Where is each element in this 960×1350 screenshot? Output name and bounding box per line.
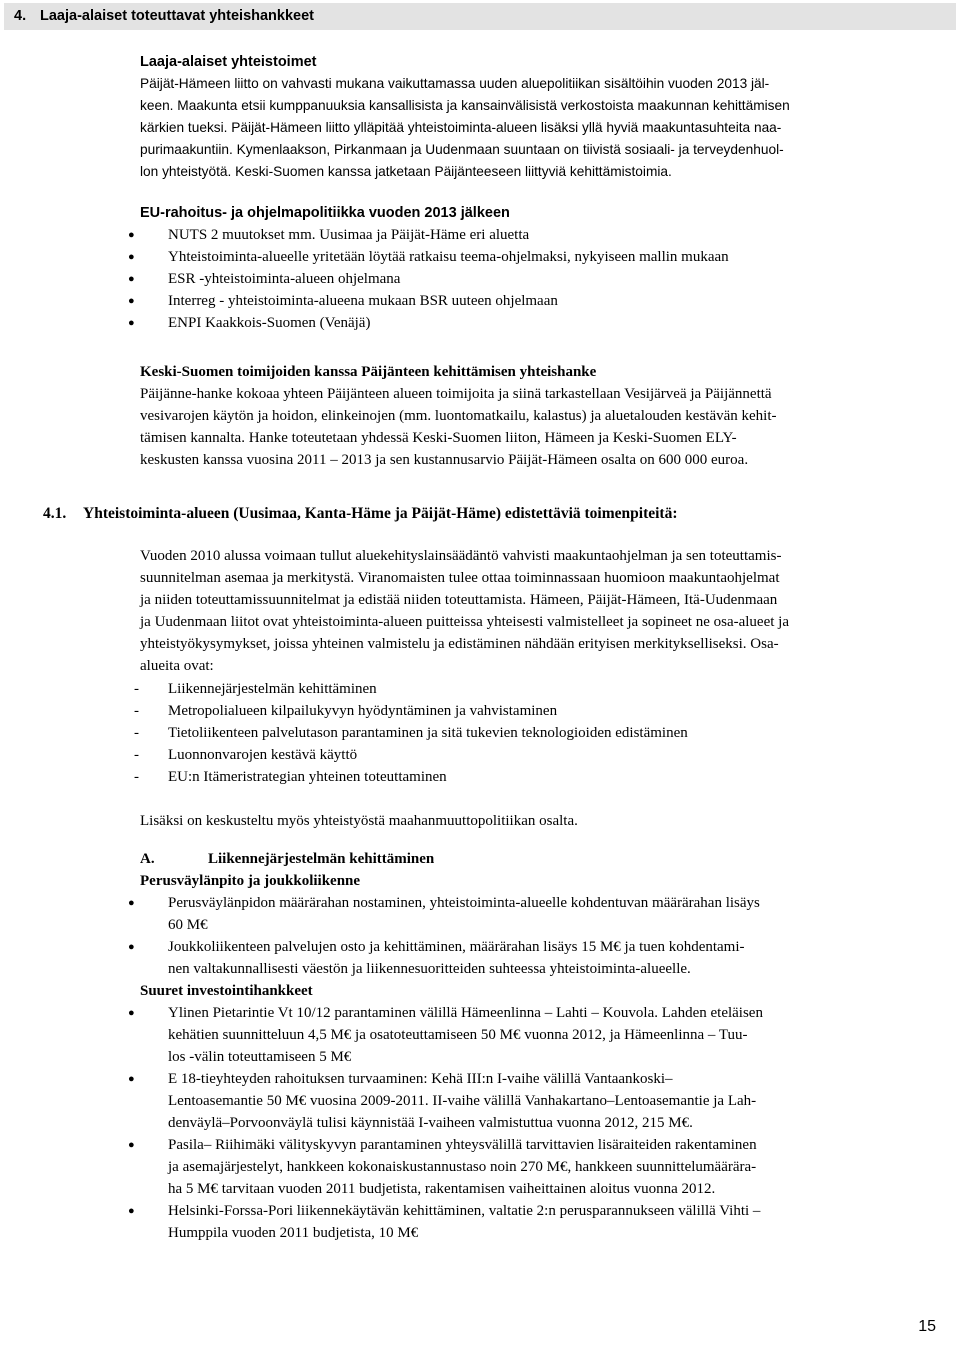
section-heading: Keski-Suomen toimijoiden kanssa Päijänteen kehittämisen yhteishanke [140,364,597,380]
list-item: - Liikennejärjestelmän kehittäminen [100,678,950,700]
list-item [100,1002,950,1068]
list-item: - EU:n Itämeristrategian yhteinen toteuttaminen [100,766,950,788]
paragraph-line: kärkien tueksi. Päijät-Hämeen liitto ylläpitää yhteistoiminta-alueen lisäksi yllä hyviä maakuntasuhteita naa- [140,120,782,135]
list-item [100,892,950,936]
list-item [100,1200,950,1244]
group-heading: Suuret investointihankkeet [140,983,313,999]
bullet-list [100,1002,950,1244]
list-item: ● ENPI Kaakkois-Suomen (Venäjä) [100,312,950,334]
list-item-line: ● Perusväylänpidon määrärahan nostaminen, yhteistoiminta-alueelle kohdentuvan määrärahan lisäys [168,895,760,911]
section-laaja-alaiset [140,51,950,183]
paragraph-line: Päijänne-hanke kokoaa yhteen Päijänteen alueen toimijoita ja siinä tarkastellaan Vesijärveä ja Päijännettä [140,386,772,402]
list-item: - Tietoliikenteen palvelutason parantaminen ja sitä tukevien teknologioiden edistäminen [100,722,950,744]
paragraph-line: ja Uudenmaan liitot ovat yhteistoiminta-alueen puitteissa yhteisesti valmistelleet ja sopineet ne osa-alueet ja [140,614,789,630]
list-item: ● ESR -yhteistoiminta-alueen ohjelmana [100,268,950,290]
list-item [100,936,950,980]
list-item-line: ● Ylinen Pietarintie Vt 10/12 parantaminen välillä Hämeenlinna – Lahti – Kouvola. Lahden eteläisen [168,1005,763,1021]
list-item-line: 60 M€ [168,917,208,933]
bullet-list [100,892,950,980]
subsection-letter: A. [140,851,155,867]
section-4-1-title [43,503,943,525]
bullet-list [100,224,950,334]
paragraph-line: yhteistyökysymykset, joissa yhteinen valmistelu ja edistäminen nähdään erityisen merkitykselliseksi. Osa- [140,636,779,652]
paragraph-line: tämisen kannalta. Hanke toteutetaan yhdessä Keski-Suomen liiton, Hämeen ja Keski-Suomen ELY- [140,430,737,446]
list-item-line: ha 5 M€ tarvitaan vuoden 2011 budjetista, rakentamisen vaiheittainen aloitus vuonna 2012. [168,1181,716,1197]
list-item-line: Lentoasemantie 50 M€ vuosina 2009-2011. II-vaihe välillä Vanhakartano–Lentoasemantie ja Lah- [168,1093,757,1109]
list-item-line: kehätien suunnitteluun 4,5 M€ ja osatoteuttamiseen 50 M€ vuonna 2012, ja Hämeenlinna – Tuu- [168,1027,748,1043]
dash-list [100,678,950,788]
list-item-line: Humppila vuoden 2011 budjetista, 10 M€ [168,1225,419,1241]
paragraph-line: keskusten kanssa vuosina 2011 – 2013 ja sen kustannusarvio Päijät-Hämeen osalta on 600 000 euroa. [140,452,749,468]
list-item-line: ● Joukkoliikenteen palvelujen osto ja kehittäminen, määrärahan lisäys 15 M€ ja tuen kohdentami- [168,939,745,955]
list-item: ● Yhteistoiminta-alueelle yritetään löytää ratkaisu teema-ohjelmaksi, nykyiseen mallin mukaan [100,246,950,268]
list-item: ● NUTS 2 muutokset mm. Uusimaa ja Päijät-Häme eri aluetta [100,224,950,246]
group-heading: Perusväylänpito ja joukkoliikenne [140,873,361,889]
list-item-line: ● E 18-tieyhteyden rahoituksen turvaaminen: Kehä III:n I-vaihe välillä Vantaankoski– [168,1071,673,1087]
list-item: - Metropolialueen kilpailukyvyn hyödyntäminen ja vahvistaminen [100,700,950,722]
subsection-title: Liikennejärjestelmän kehittäminen [208,851,435,867]
paragraph-line: suunnitelman asemaa ja merkitystä. Viranomaisten tulee ottaa toiminnassaan huomioon maakuntaohjelmat [140,570,780,586]
paragraph-line: alueita ovat: [140,658,214,674]
list-item-line: los -välin toteuttamiseen 5 M€ [168,1049,352,1065]
paragraph-line: Päijät-Hämeen liitto on vahvasti mukana vaikuttamassa uuden aluepolitiikan sisältöihin vuoden 2013 jäl- [140,76,770,91]
section-eu-rahoitus [140,202,950,334]
list-item: - Luonnonvarojen kestävä käyttö [100,744,950,766]
list-item-line: ● Helsinki-Forssa-Pori liikennekäytävän kehittäminen, valtatie 2:n perusparannukseen välillä Vihti – [168,1203,761,1219]
list-item-line: ● Pasila– Riihimäki välityskyvyn parantaminen yhteysvälillä tarvittavien lisäraiteiden rakentaminen [168,1137,757,1153]
list-item [100,1134,950,1200]
section-number: 4.1. [43,505,67,522]
subsection-a [140,848,950,1244]
list-item [100,1068,950,1134]
paragraph-line: lon yhteistyötä. Keski-Suomen kanssa jatketaan Päijänteeseen liittyviä kehittämistoimia. [140,164,672,179]
paragraph-line: vesivarojen käytön ja hoidon, elinkeinojen (mm. luontomatkailu, kalastus) ja aluetalouden kestävän kehit- [140,408,777,424]
paragraph-line: ja niiden toteuttamissuunnitelmat ja edistää niiden toteuttamista. Hämeen, Päijät-Hämeen, Itä-Uudenmaan [140,592,778,608]
section-intro [140,545,950,832]
section-title-text: Yhteistoiminta-alueen (Uusimaa, Kanta-Häme ja Päijät-Häme) edistettäviä toimenpiteitä: [83,505,678,522]
list-item-line: denväylä–Porvoonväylä tulisi käynnistää I-vaiheen valmistuttua vuonna 2012, 215 M€. [168,1115,693,1131]
chapter-title: Laaja-alaiset toteuttavat yhteishankkeet [40,8,314,24]
list-item: ● Interreg - yhteistoiminta-alueena mukaan BSR uuteen ohjelmaan [100,290,950,312]
list-item-line: ja asemajärjestelyt, hankkeen kokonaiskustannustaso noin 270 M€, hankkeen suunnittelumäärära- [168,1159,757,1175]
list-item-line: nen valtakunnallisesti väestön ja liikennesuoritteiden suhteessa yhteistoiminta-alueelle. [168,961,691,977]
chapter-header [4,3,956,30]
paragraph-line: keen. Maakunta etsii kumppanuuksia kansallisista ja kansainvälisistä verkostoista maakunnan kehittämisen [140,98,790,113]
section-heading: Laaja-alaiset yhteistoimet [140,54,317,70]
paragraph-line: Lisäksi on keskusteltu myös yhteistyöstä maahanmuuttopolitiikan osalta. [140,813,578,829]
chapter-number: 4. [14,8,27,24]
section-paijanne [140,361,950,471]
paragraph-line: Vuoden 2010 alussa voimaan tullut aluekehityslainsäädäntö vahvisti maakuntaohjelman ja sen toteuttamis- [140,548,782,564]
subsection-heading [140,848,950,870]
paragraph-line: purimaakuntiin. Kymenlaakson, Pirkanmaan ja Uudenmaan suuntaan on tiivistä sosiaali- ja terveydenhuol- [140,142,784,157]
page-number: 15 [918,1318,936,1335]
section-heading: EU-rahoitus- ja ohjelmapolitiikka vuoden 2013 jälkeen [140,205,510,221]
